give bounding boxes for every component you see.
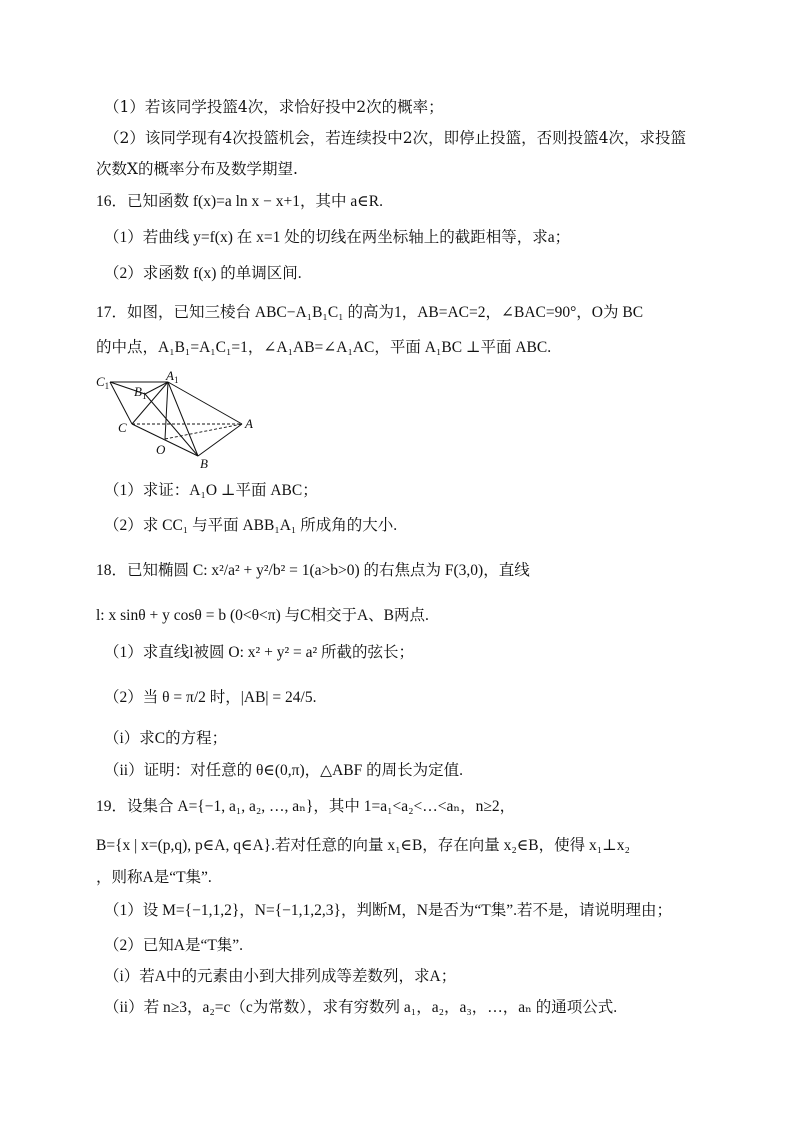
q19-part2-ii: （ii）若 n≥3，a₂=c（c为常数），求有穷数列 a₁，a₂，a₃，…，aₙ 的通项公式.: [104, 999, 618, 1016]
q18-stem-cont: l: x sinθ + y cosθ = b (0<θ<π) 与C相交于A、B两点.: [96, 607, 429, 624]
frustum-figure: [96, 370, 264, 470]
label-c1: $C_1$: [96, 374, 110, 391]
label-c: C: [118, 420, 127, 435]
q19-stem-cont: B={x | x=(p,q), p∈A, q∈A}.若对任意的向量 x₁∈B，存在向量 x₂∈B，使得 x₁⊥x₂: [96, 837, 630, 854]
q18-part2: （2）当 θ = π/2 时，|AB| = 24/5.: [104, 689, 317, 706]
label-b: B: [200, 456, 208, 470]
q18-part2-i: （i）求C的方程；: [104, 730, 228, 747]
q18-stem: 18．已知椭圆 C: x²/a² + y²/b² = 1(a>b>0) 的右焦点为 F(3,0)，直线: [96, 562, 530, 579]
q16-part1: （1）若曲线 y=f(x) 在 x=1 处的切线在两坐标轴上的截距相等，求a；: [104, 229, 571, 246]
q19-part2-i: （i）若A中的元素由小到大排列成等差数列，求A；: [104, 968, 457, 985]
q15-part2: （2）该同学现有4次投篮机会，若连续投中2次，即停止投篮，否则投篮4次，求投篮: [104, 129, 686, 147]
q19-stem: 19．设集合 A={−1, a₁, a₂, …, aₙ}，其中 1=a₁<a₂<…<aₙ，n≥2，: [96, 798, 516, 815]
q17-part1: （1）求证：A₁O ⊥平面 ABC；: [104, 482, 318, 499]
q19-part2: （2）已知A是“T集”.: [104, 937, 244, 954]
label-o: O: [156, 442, 166, 457]
label-a: A: [245, 416, 253, 431]
q19-stem-end: ，则称A是“T集”.: [96, 869, 212, 886]
q19-part1: （1）设 M={−1,1,2}，N={−1,1,2,3}，判断M，N是否为“T集”.若不是，请说明理由；: [104, 902, 673, 919]
q15-part1: （1）若该同学投篮4次，求恰好投中2次的概率；: [104, 98, 444, 116]
q18-part1: （1）求直线l被圆 O: x² + y² = a² 所截的弦长；: [104, 644, 414, 661]
q17-stem: 17．如图，已知三棱台 ABC−A₁B₁C₁ 的高为1，AB=AC=2，∠BAC=90°，O为 BC: [96, 304, 644, 321]
q15-part2-cont: 次数X的概率分布及数学期望.: [96, 160, 298, 178]
q18-part2-ii: （ii）证明：对任意的 θ∈(0,π)，△ABF 的周长为定值.: [104, 762, 463, 779]
q17-stem-cont: 的中点，A₁B₁=A₁C₁=1，∠A₁AB=∠A₁AC，平面 A₁BC ⊥平面 ABC.: [96, 339, 552, 356]
q16-stem: 16．已知函数 f(x)=a ln x − x+1，其中 a∈R.: [96, 193, 383, 210]
q16-part2: （2）求函数 f(x) 的单调区间.: [104, 265, 302, 282]
label-b1: $B_1$: [134, 384, 147, 401]
label-a1: $A_1$: [166, 370, 179, 385]
q17-part2: （2）求 CC₁ 与平面 ABB₁A₁ 所成角的大小.: [104, 517, 398, 534]
